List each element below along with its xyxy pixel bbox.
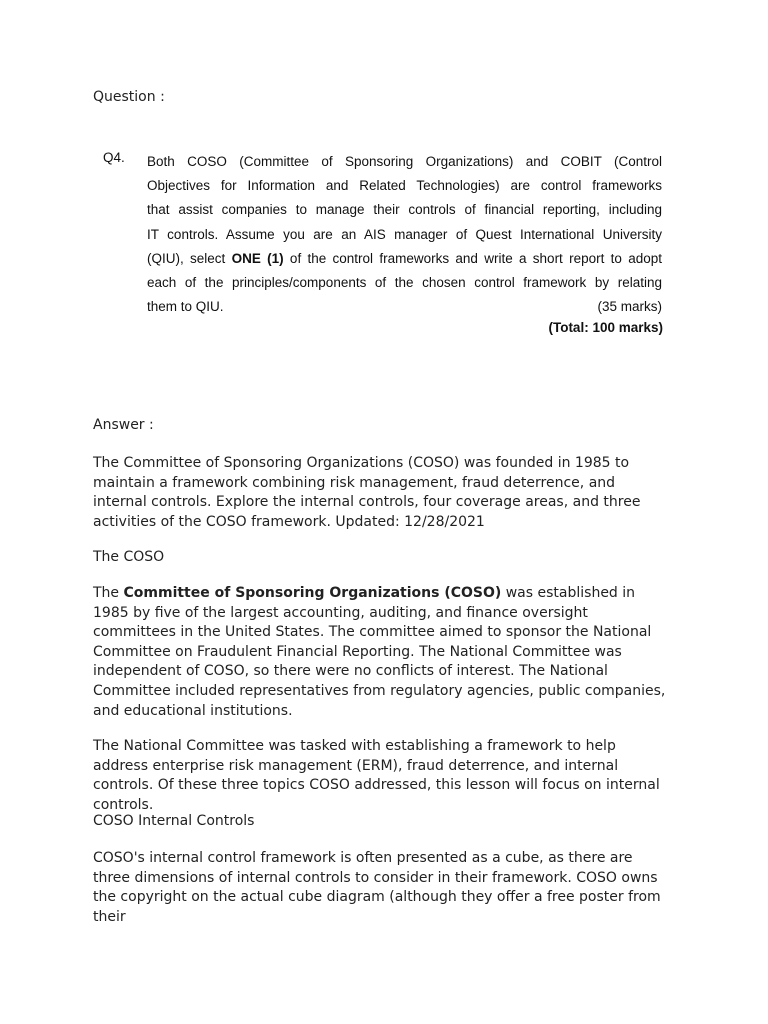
answer-intro: The Committee of Sponsoring Organizations (COSO) was founded in 1985 to maintain a framework combining risk management, fraud deterrence, and internal controls. Explore the internal controls, four coverage areas, and three activities of the COSO framework. Updated: 12/28/2021	[93, 455, 641, 530]
paragraph-emphasis: Committee of Sponsoring Organizations (COSO)	[123, 585, 502, 601]
question-line	[147, 295, 662, 319]
answer-label: Answer :	[93, 417, 154, 433]
question-label: Question :	[93, 89, 165, 105]
question-line: each of the principles/components of the chosen control framework by relating	[147, 275, 662, 291]
answer-paragraph	[93, 584, 673, 721]
question-line-text: (QIU), select	[147, 250, 232, 266]
answer-paragraph: The National Committee was tasked with establishing a framework to help address enterprise risk management (ERM), fraud deterrence, and internal controls. Of these three topics COSO addressed, this lesson will focus on internal controls.	[93, 738, 660, 813]
question-marks: (35 marks)	[597, 299, 662, 315]
question-line-text: them to QIU.	[147, 299, 224, 315]
question-line: Objectives for Information and Related Technologies) are control frameworks	[147, 178, 662, 194]
paragraph-text: was established in 1985 by five of the largest accounting, auditing, and finance oversight committees in the United States. The committee aimed to sponsor the National Committee on Fraudulent Financial Reporting. The National Committee was independent of COSO, so there were no conflicts of interest. The National Committee included representatives from regulatory agencies, public companies, and educational institutions.	[93, 585, 666, 719]
question-line: Both COSO (Committee of Sponsoring Organizations) and COBIT (Control	[147, 154, 662, 169]
question-line	[147, 247, 662, 271]
answer-paragraph: COSO's internal control framework is often presented as a cube, as there are three dimensions of internal controls to consider in their framework. COSO owns the copyright on the actual cube diagram (although they offer a free poster from their	[93, 850, 661, 925]
question-line-text: of the control frameworks and write a short report to adopt	[283, 250, 662, 266]
section-heading: The COSO	[93, 549, 165, 565]
question-text	[147, 150, 662, 319]
section-heading: COSO Internal Controls	[93, 813, 255, 829]
question-emphasis: ONE (1)	[231, 250, 284, 266]
question-total: (Total: 100 marks)	[548, 320, 663, 335]
paragraph-text: The	[93, 585, 124, 601]
question-number: Q4.	[103, 150, 125, 165]
question-line: that assist companies to manage their controls of financial reporting, including	[147, 202, 662, 218]
question-line: IT controls. Assume you are an AIS manager of Quest International University	[147, 226, 662, 242]
